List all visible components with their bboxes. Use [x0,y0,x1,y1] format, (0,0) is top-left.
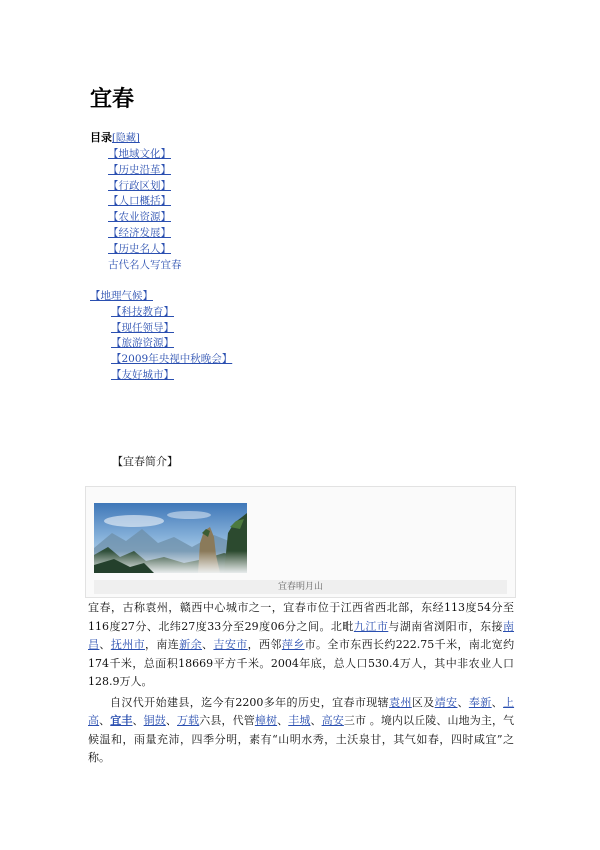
toc-list [108,147,182,273]
link-yifeng[interactable]: 宜丰 [110,714,133,727]
text-span: 三市 。境内以丘陵、山地为主，气候温和，雨量充沛，四季分明，素有“山明水秀，土沃泉甘，其气如春，四时咸宜”之称。 [88,714,515,764]
link-shanggao[interactable]: 上高 [88,695,515,727]
paragraph-intro [88,599,514,692]
toc-item[interactable] [108,242,182,258]
text-span: 、 [202,638,214,651]
toc-link-population[interactable]: 【人口概括】 [108,195,171,208]
toc-label: 目录 [90,131,112,144]
toc-link-education[interactable]: 【科技教育】 [111,305,174,318]
toc-item[interactable] [90,368,232,384]
toc-item[interactable] [90,321,232,337]
link-tonggu[interactable]: 铜鼓 [143,714,166,727]
toc-link-ancient-writers[interactable]: 古代名人写宜春 [108,258,182,271]
toc-link-culture[interactable]: 【地域文化】 [108,148,171,160]
toc-item[interactable] [108,163,182,179]
text-span: 、 [277,714,289,727]
article-body [88,599,514,768]
text-span: ，南连 [145,638,180,651]
toc-link-tourism[interactable]: 【旅游资源】 [111,337,174,350]
toc-item[interactable] [108,179,182,195]
text-span: 宜春，古称袁州，赣西中心城市之一，宜春市位于江西省西北部，东经113度54分至116度27分、北纬27度33分至29度06分之间。北毗 [88,601,514,633]
link-pingxiang[interactable]: 萍乡 [281,638,305,651]
text-span: 区及 [411,695,435,709]
text-span: 、 [491,695,504,709]
link-zhangshu[interactable]: 樟树 [254,714,278,727]
toc-link-agriculture[interactable]: 【农业资源】 [108,211,171,224]
toc-item[interactable] [90,289,232,305]
toc-item[interactable] [90,305,232,321]
text-span: 与湖南省浏阳市，东接 [388,619,504,633]
toc-item[interactable] [108,147,182,163]
toc-link-sister-cities[interactable]: 【友好城市】 [111,368,174,381]
text-span: 、 [99,638,111,651]
toc-link-celebrities[interactable]: 【历史名人】 [108,242,171,255]
toc-item[interactable] [108,258,182,274]
toc-link-divisions[interactable]: 【行政区划】 [108,179,171,192]
link-gaoan[interactable]: 高安 [321,714,344,727]
link-fengcheng[interactable]: 丰城 [288,714,311,727]
link-jingan[interactable]: 靖安 [434,695,458,709]
toc-item[interactable] [108,210,182,226]
text-span: 、 [99,714,111,727]
toc-link-leaders[interactable]: 【现任领导】 [111,321,174,334]
section-heading: 【宜春简介】 [112,455,178,468]
toc-link-geography[interactable]: 【地理气候】 [90,290,153,302]
toc-link-economy[interactable]: 【经济发展】 [108,226,171,239]
figure-box [85,486,516,598]
toc-hide-link[interactable]: [隐藏] [112,133,140,144]
page-title: 宜春 [90,87,135,112]
link-jiujiang[interactable]: 九江市 [353,619,389,633]
figure-caption: 宜春明月山 [94,580,507,594]
toc-link-gala[interactable]: 【2009年央视中秋晚会】 [111,353,233,366]
link-fengxin[interactable]: 奉新 [468,695,492,709]
text-span: 、 [457,695,469,709]
link-fuzhou[interactable]: 抚州市 [110,638,146,651]
text-span: 自汉代开始建县，迄今有2200多年的历史，宜春市现辖 [110,695,390,709]
toc-list-secondary [90,289,232,384]
link-nanchang[interactable]: 南昌 [88,619,515,651]
text-span: 、 [310,714,322,727]
link-xinyu[interactable]: 新余 [179,638,203,651]
text-span: 、 [132,714,144,727]
link-wanzai[interactable]: 万载 [177,714,200,727]
text-span: 六县，代管 [199,714,255,727]
text-span: 市。全市东西长约222.75千米，南北宽约174千米，总面积18669平方千米。2004年底，总人口530.4万人，其中非农业人口128.9万人。 [88,638,515,688]
toc-item[interactable] [108,226,182,242]
toc-item[interactable] [90,336,232,352]
text-span: 、 [165,714,177,727]
link-yuanzhou[interactable]: 袁州 [389,695,412,709]
link-jian[interactable]: 吉安市 [213,638,248,651]
toc-link-history[interactable]: 【历史沿革】 [108,163,171,176]
text-span: ，西邻 [247,638,282,651]
toc-item[interactable] [90,352,232,368]
mountain-image [94,503,247,573]
mountain-photo[interactable] [94,503,247,573]
paragraph-history [88,694,514,768]
toc-item[interactable] [108,194,182,210]
toc-header [90,129,140,145]
